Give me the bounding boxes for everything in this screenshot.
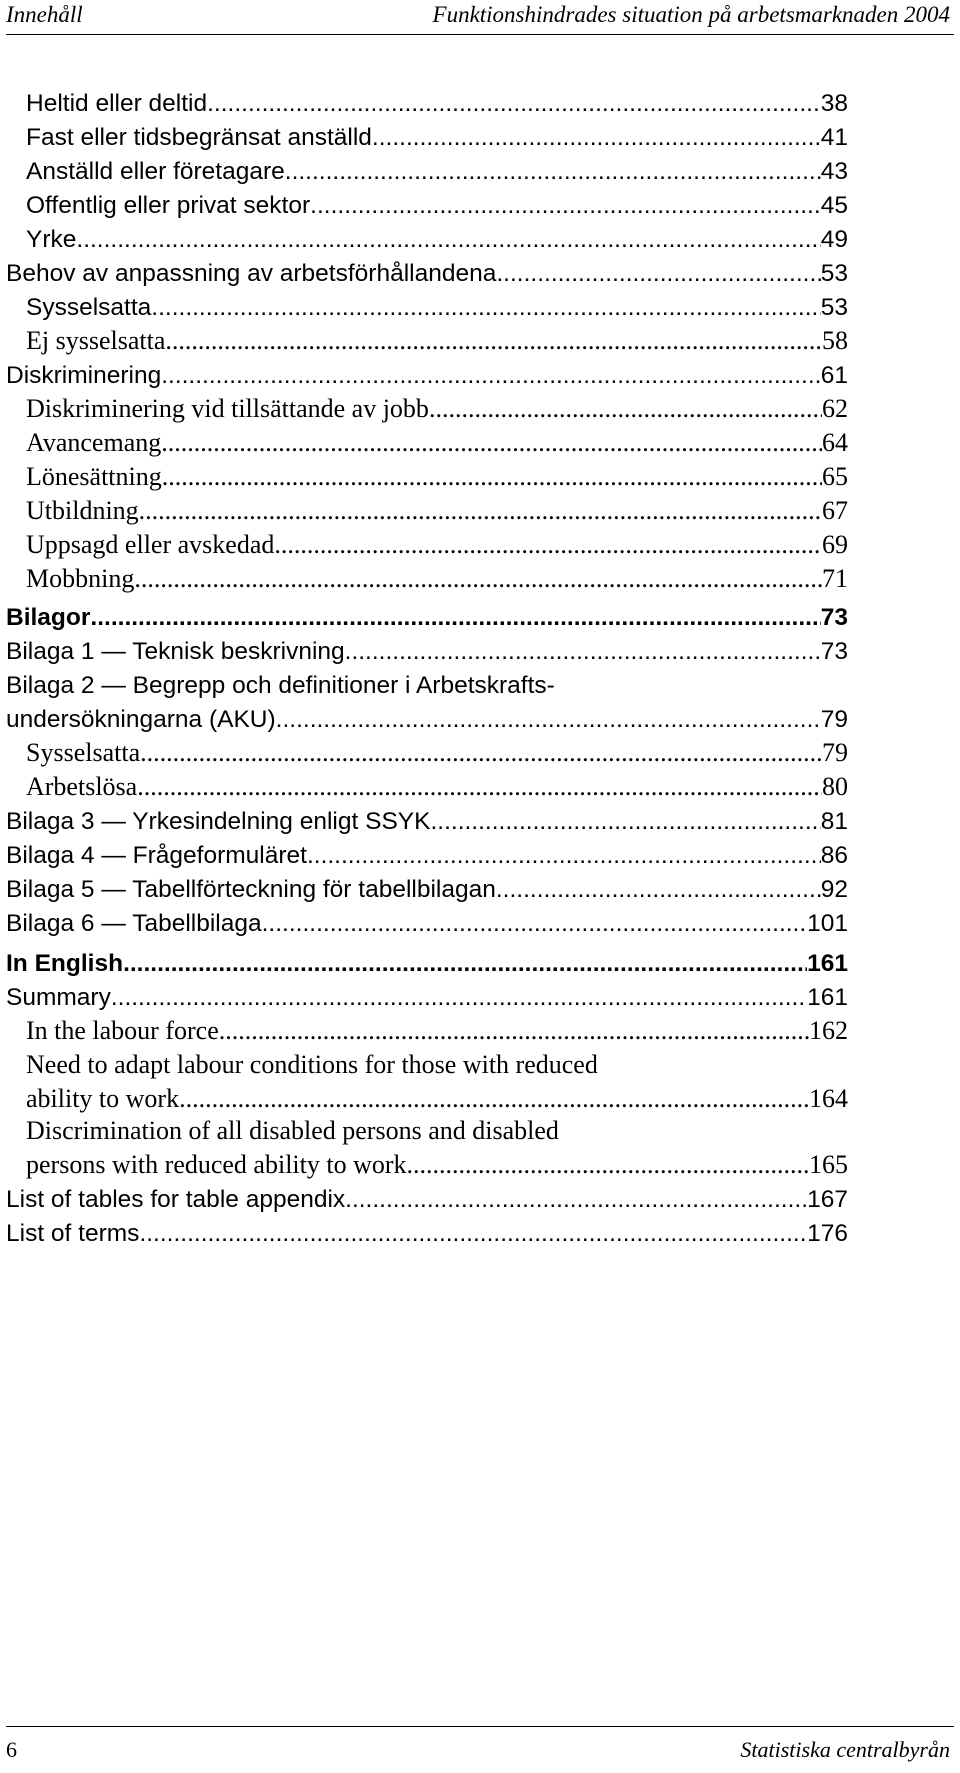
toc-entry-title: Bilaga 6 — Tabellbilaga [6,910,262,937]
toc-page-number: 161 [807,950,848,977]
toc-page-number: 38 [820,90,848,117]
toc-page-number: 164 [809,1084,848,1113]
toc-entry-title-line[interactable]: Discrimination of all disabled persons and disabled [26,1116,559,1145]
toc-entry-title: List of terms [6,1220,140,1247]
toc-page-number: 65 [822,462,848,491]
toc-entry-title: Anställd eller företagare [26,158,285,185]
toc-leader-dots [139,1220,807,1248]
toc-leader-dots [161,362,821,390]
toc-entry-title: Arbetslösa [26,772,138,801]
toc-leader-dots [345,1186,807,1214]
toc-entry[interactable] [26,496,848,526]
toc-leader-dots [285,158,821,186]
toc-page-number: 43 [820,158,848,185]
header-publication-title: Funktionshindrades situation på arbetsmarknaden 2004 [432,2,950,27]
toc-entry[interactable] [6,1186,848,1214]
toc-page-number: 92 [820,876,848,903]
toc-page-number: 81 [820,808,848,835]
toc-entry[interactable] [6,260,848,288]
toc-entry[interactable] [26,772,848,802]
toc-leader-dots [430,808,820,836]
toc-entry-title: Utbildning [26,496,139,525]
toc-page-number: 58 [822,326,848,355]
toc-entry-title: Bilaga 3 — Yrkesindelning enligt SSYK [6,808,431,835]
toc-entry-title: Lönesättning [26,462,162,491]
toc-page-number: 79 [820,706,848,733]
toc-entry-title: Bilaga 1 — Teknisk beskrivning [6,638,345,665]
toc-leader-dots [219,1016,809,1046]
toc-entry[interactable] [6,362,848,390]
header-section-title: Innehåll [6,2,83,27]
toc-leader-dots [90,604,820,632]
toc-leader-dots [140,738,822,768]
toc-entry-title: Ej sysselsatta [26,326,166,355]
toc-section-in-english[interactable] [6,950,848,978]
toc-entry[interactable] [6,876,848,904]
toc-entry-title: Diskriminering [6,362,162,389]
toc-entry[interactable] [26,158,848,186]
toc-entry-title: Sysselsatta [26,738,141,767]
toc-entry[interactable] [26,226,848,254]
toc-page-number: 45 [820,192,848,219]
toc-leader-dots [165,326,822,356]
toc-leader-dots [151,294,820,322]
toc-leader-dots [372,124,821,152]
toc-page-number: 79 [822,738,848,767]
toc-entry-title: Avancemang [26,428,162,457]
toc-page-number: 71 [822,564,848,593]
toc-leader-dots [262,910,807,938]
toc-entry-title: ability to work [26,1084,180,1113]
toc-entry-title: Sysselsatta [26,294,152,321]
toc-entry[interactable] [6,1220,848,1248]
toc-leader-dots [496,876,821,904]
toc-leader-dots [123,950,807,978]
toc-entry[interactable] [26,1150,848,1180]
toc-leader-dots [137,772,822,802]
footer-page-number: 6 [6,1737,17,1762]
toc-entry[interactable] [26,124,848,152]
toc-entry-title: Offentlig eller privat sektor [26,192,311,219]
toc-entry[interactable] [26,192,848,220]
toc-entry-title-line[interactable]: Bilaga 2 — Begrepp och definitioner i Arbetskrafts- [6,672,555,699]
toc-page-number: 167 [807,1186,848,1213]
toc-entry[interactable] [26,530,848,560]
toc-entry[interactable] [26,1016,848,1046]
toc-page-number: 53 [820,294,848,321]
toc-entry[interactable] [6,842,848,870]
toc-entry-title: Fast eller tidsbegränsat anställd [26,124,372,151]
toc-leader-dots [207,90,821,118]
toc-entry-title: In English [6,950,124,977]
running-footer [6,1726,954,1771]
toc-page-number: 41 [820,124,848,151]
toc-page-number: 165 [809,1150,848,1179]
toc-leader-dots [162,462,822,492]
toc-entry-title: Bilaga 5 — Tabellförteckning för tabellbilagan [6,876,496,903]
toc-page-number: 73 [820,638,848,665]
toc-entry-title: Bilagor [6,604,91,631]
toc-entry[interactable] [26,394,848,424]
toc-entry-title: Bilaga 4 — Frågeformuläret [6,842,307,869]
toc-leader-dots [274,530,822,560]
toc-leader-dots [111,984,807,1012]
toc-leader-dots [345,638,821,666]
toc-leader-dots [407,1150,809,1180]
toc-leader-dots [429,394,822,424]
toc-entry[interactable] [26,564,848,594]
toc-page-number: 176 [807,1220,848,1247]
toc-leader-dots [310,192,821,220]
toc-entry[interactable] [26,428,848,458]
toc-entry[interactable] [6,638,848,666]
toc-leader-dots [307,842,821,870]
toc-page-number: 161 [807,984,848,1011]
toc-leader-dots [496,260,820,288]
toc-leader-dots [276,706,821,734]
toc-entry[interactable] [26,90,848,118]
toc-entry-title: persons with reduced ability to work [26,1150,407,1179]
toc-entry[interactable] [6,808,848,836]
toc-page-number: 62 [822,394,848,423]
toc-entry-title: Summary [6,984,111,1011]
toc-page-number: 73 [820,604,848,631]
toc-entry[interactable] [6,706,848,734]
toc-entry-title-line[interactable]: Need to adapt labour conditions for those with reduced [26,1050,598,1079]
footer-publisher: Statistiska centralbyrån [740,1737,950,1762]
toc-leader-dots [76,226,820,254]
toc-page-number: 80 [822,772,848,801]
toc-leader-dots [179,1084,809,1114]
toc-entry[interactable] [26,738,848,768]
toc-page-number: 162 [809,1016,848,1045]
toc-entry[interactable] [6,984,848,1012]
toc-leader-dots [134,564,822,594]
toc-page-number: 69 [822,530,848,559]
toc-section-bilagor[interactable] [6,604,848,632]
toc-page-number: 49 [820,226,848,253]
toc-entry[interactable] [26,294,848,322]
toc-entry-title: Mobbning [26,564,135,593]
toc-entry-title: Heltid eller deltid [26,90,208,117]
toc-page-number: 53 [820,260,848,287]
toc-entry-title: undersökningarna (AKU) [6,706,276,733]
toc-page-number: 101 [807,910,848,937]
toc-entry[interactable] [26,462,848,492]
toc-entry[interactable] [26,1084,848,1114]
toc-entry[interactable] [26,326,848,356]
toc-page-number: 61 [820,362,848,389]
toc-entry-title: List of tables for table appendix [6,1186,346,1213]
toc-entry-title: Uppsagd eller avskedad [26,530,275,559]
toc-leader-dots [139,496,822,526]
toc-entry-title: Behov av anpassning av arbetsförhållandena [6,260,497,287]
toc-entry-title: In the labour force [26,1016,219,1045]
toc-entry-title: Yrke [26,226,77,253]
toc-leader-dots [161,428,822,458]
toc-page-number: 64 [822,428,848,457]
toc-entry[interactable] [6,910,848,938]
toc-page-number: 67 [822,496,848,525]
toc-entry-title: Diskriminering vid tillsättande av jobb [26,394,429,423]
toc-page-number: 86 [820,842,848,869]
